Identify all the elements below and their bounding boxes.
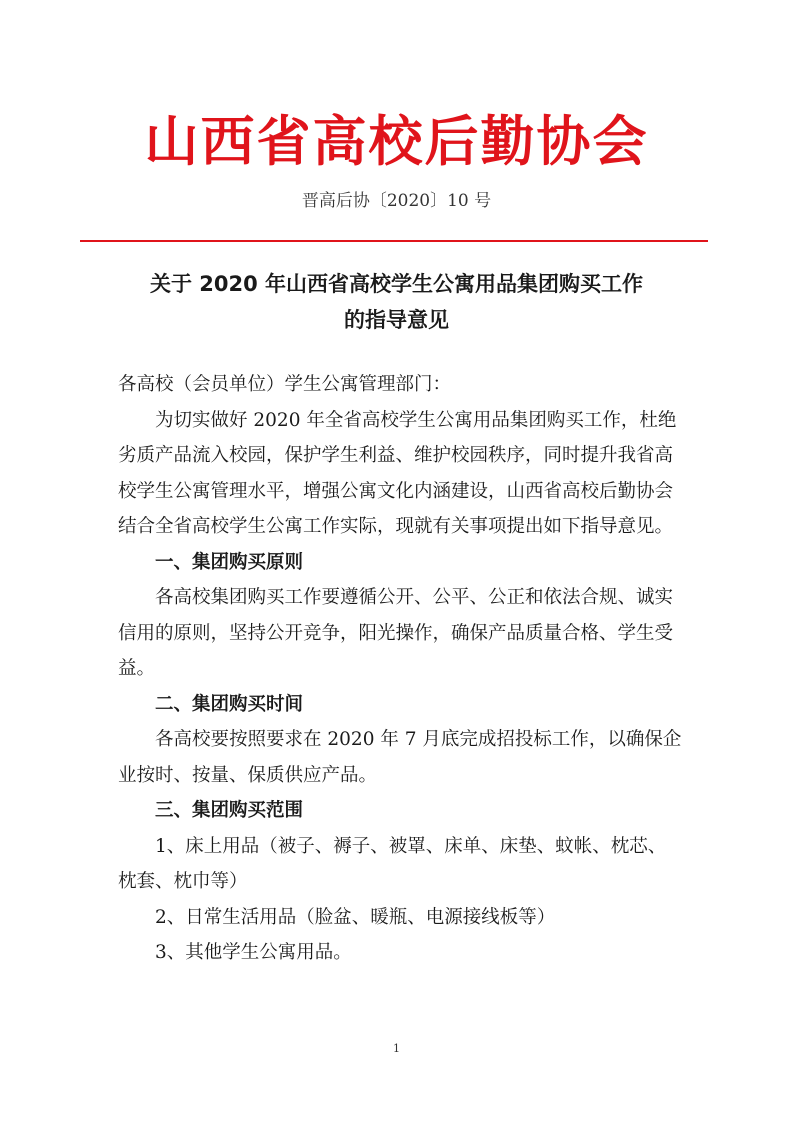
list-item: 3、其他学生公寓用品。 xyxy=(155,942,352,963)
document-title xyxy=(100,266,693,338)
list-item: 1、床上用品（被子、褥子、被罩、床单、床垫、蚊帐、枕芯、枕套、枕巾等） xyxy=(118,835,667,892)
organization-title: 山西省高校后勤协会 xyxy=(144,110,649,173)
section-paragraph: 各高校要按照要求在 2020 年 7 月底完成招投标工作，以确保企业按时、按量、保质供应产品。 xyxy=(118,729,682,786)
list-item: 2、日常生活用品（脸盆、暖瓶、电源接线板等） xyxy=(155,906,556,928)
document-body xyxy=(118,367,683,971)
intro-paragraph: 为切实做好 2020 年全省高校学生公寓用品集团购买工作，杜绝劣质产品流入校园，保护学生利益、维护校园秩序，同时提升我省高校学生公寓管理水平，增强公寓文化内涵建设，山西省高校后勤协会结合全省高校学生公寓工作实际，现就有关事项提出如下指导意见。 xyxy=(118,409,677,537)
section-heading-timing: 二、集团购买时间 xyxy=(155,693,304,715)
red-divider-line xyxy=(80,240,708,242)
document-title-line-1: 关于 2020 年山西省高校学生公寓用品集团购买工作 xyxy=(149,272,644,296)
page-number: 1 xyxy=(393,1042,400,1055)
section-heading-principles: 一、集团购买原则 xyxy=(155,551,304,573)
section-heading-scope: 三、集团购买范围 xyxy=(155,800,304,821)
section-paragraph: 各高校集团购买工作要遵循公开、公平、公正和依法合规、诚实信用的原则，坚持公开竞争，阳光操作，确保产品质量合格、学生受益。 xyxy=(118,587,674,679)
document-number: 晋高后协〔2020〕10 号 xyxy=(301,191,492,211)
salutation: 各高校（会员单位）学生公寓管理部门： xyxy=(118,374,452,395)
document-title-line-2: 的指导意见 xyxy=(344,308,449,332)
